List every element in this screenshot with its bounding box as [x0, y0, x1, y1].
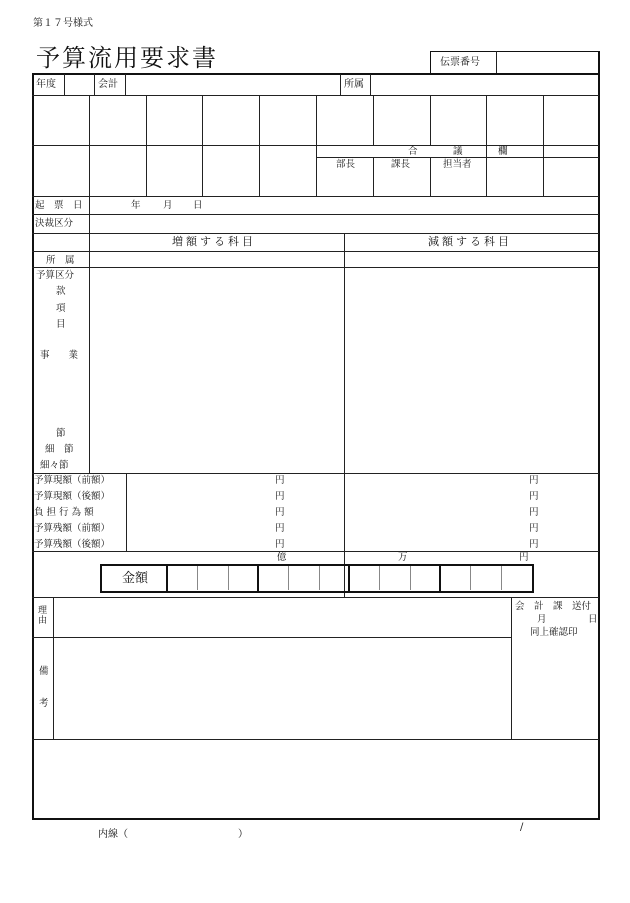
yen-inc-1: 円	[275, 475, 285, 486]
tantosha-label: 担当者	[443, 159, 472, 170]
yen-inc-3: 円	[275, 507, 285, 518]
shozoku-row-label: 所 属	[46, 255, 75, 266]
biko-char-1: 備	[39, 666, 49, 677]
saisaisetsu-label: 細々節	[40, 460, 69, 471]
decrease-account-area[interactable]	[345, 268, 598, 473]
gogi-char-1: 合	[408, 146, 418, 157]
saisetsu-label: 細 節	[45, 444, 74, 455]
naisen-close: ）	[238, 829, 248, 840]
kingaku-box	[100, 564, 534, 593]
kaikei-ka-label: 会 計 課 送付	[515, 601, 592, 612]
kihyo-day: 日	[193, 200, 203, 211]
unit-man: 万	[398, 552, 408, 563]
setsu-label: 節	[56, 428, 66, 439]
biko-field[interactable]	[55, 639, 510, 738]
kakunin-in-label: 同上確認印	[530, 627, 578, 638]
yen-dec-4: 円	[529, 523, 539, 534]
amount-row-label-4: 予算残額（前額）	[34, 523, 111, 534]
kacho-label: 課長	[391, 159, 411, 170]
amount-row-label-5: 予算残額（後額）	[34, 539, 111, 550]
kaikei-field[interactable]	[126, 75, 340, 95]
unit-en: 円	[519, 552, 529, 563]
yen-inc-5: 円	[275, 539, 285, 550]
naisen-field[interactable]	[145, 826, 235, 842]
kihyo-year: 年	[131, 200, 141, 211]
shozoku-label: 所属	[344, 79, 364, 90]
moku-label: 目	[56, 319, 66, 330]
kingaku-field[interactable]	[169, 567, 527, 589]
kaikei-label: 会計	[98, 79, 118, 90]
denpyo-number-field[interactable]	[497, 52, 598, 73]
denpyo-number-label: 伝票番号	[440, 57, 480, 68]
shozoku-field[interactable]	[371, 75, 598, 95]
kaikei-ka-day: 日	[588, 614, 598, 625]
kihyo-label: 起 票 日	[35, 200, 83, 211]
riyu-field[interactable]	[55, 599, 510, 636]
yen-inc-4: 円	[275, 523, 285, 534]
form-number: 第１７号様式	[33, 18, 93, 29]
gogi-char-3: 欄	[498, 146, 508, 157]
kessai-field[interactable]	[90, 215, 598, 233]
yen-dec-1: 円	[529, 475, 539, 486]
yosan-kubun-label: 予算区分	[36, 270, 75, 281]
kessai-label: 決裁区分	[35, 218, 74, 229]
kan-label: 款	[56, 286, 66, 297]
riyu-label: 理由	[38, 606, 48, 626]
jigyo-label: 事 業	[40, 350, 79, 361]
decrease-header: 減額する科目	[428, 235, 512, 248]
kou-label: 項	[56, 303, 66, 314]
amount-row-label-2: 予算現額（後額）	[34, 491, 111, 502]
bucho-label: 部長	[336, 159, 356, 170]
page-title: 予算流用要求書	[36, 44, 218, 72]
yen-dec-3: 円	[529, 507, 539, 518]
nendo-field[interactable]	[65, 75, 94, 95]
gogi-char-2: 議	[453, 146, 463, 157]
yen-inc-2: 円	[275, 491, 285, 502]
amount-row-label-1: 予算現額（前額）	[34, 475, 111, 486]
increase-header: 増額する科目	[172, 235, 256, 248]
naisen-label: 内線（	[98, 829, 128, 840]
footer-slash: /	[520, 822, 524, 833]
bottom-free-area[interactable]	[34, 741, 598, 817]
kaikei-ka-month: 月	[537, 614, 547, 625]
amount-row-label-3: 負 担 行 為 額	[34, 507, 94, 518]
yen-dec-5: 円	[529, 539, 539, 550]
nendo-label: 年度	[36, 79, 56, 90]
unit-oku: 億	[277, 552, 287, 563]
biko-char-2: 考	[39, 698, 49, 709]
yen-dec-2: 円	[529, 491, 539, 502]
increase-account-area[interactable]	[90, 268, 344, 473]
kihyo-month: 月	[163, 200, 173, 211]
kingaku-label: 金額	[122, 571, 149, 586]
